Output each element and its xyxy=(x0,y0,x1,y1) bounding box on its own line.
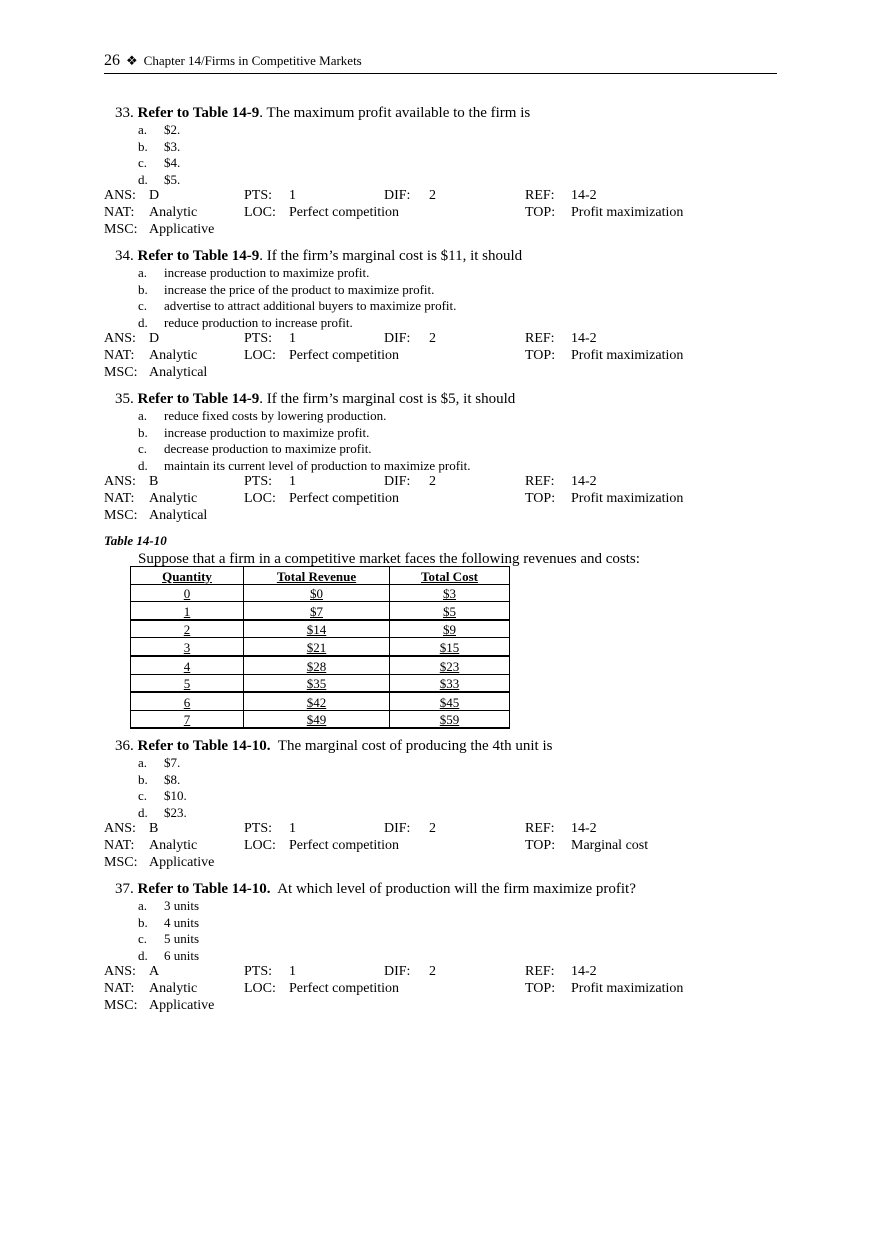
option-b: b. increase the price of the product to maximize profit. xyxy=(138,281,435,297)
answer-value: D xyxy=(149,331,160,347)
option-c: c. advertise to attract additional buyers to maximize profit. xyxy=(138,298,457,314)
revenue-cost-table xyxy=(130,566,510,729)
question-34 xyxy=(104,248,784,381)
option-d: d. $23. xyxy=(138,804,187,820)
table-row: 4 $28 $23 xyxy=(131,656,510,674)
answer-value: B xyxy=(149,474,159,490)
table-row: 6 $42 $45 xyxy=(131,692,510,710)
column-header-total-revenue: Total Revenue xyxy=(244,567,390,585)
option-a: a. reduce fixed costs by lowering production. xyxy=(138,408,387,423)
table-title: Table 14-10 xyxy=(104,533,167,548)
answer-value: A xyxy=(149,964,160,980)
table-row: 3 $21 $15 xyxy=(131,638,510,656)
classification-meta-row: NAT: Analytic LOC: Perfect competition TOP: Profit maximization xyxy=(104,348,684,364)
column-header-total-cost: Total Cost xyxy=(390,567,510,585)
question-number: 33. xyxy=(115,105,134,121)
answer-meta-row: ANS: D PTS: 1 DIF: 2 REF: 14-2 xyxy=(104,188,597,204)
table-row: 0 $0 $3 xyxy=(131,584,510,602)
msc-meta-row: MSC: Analytical xyxy=(104,364,208,380)
column-header-quantity: Quantity xyxy=(131,567,244,585)
question-number: 36. xyxy=(115,738,134,754)
classification-meta-row: NAT: Analytic LOC: Perfect competition TOP: Profit maximization xyxy=(104,491,684,507)
question-text: . The maximum profit available to the firm is xyxy=(259,105,531,121)
question-number: 35. xyxy=(115,391,134,407)
msc-meta-row: MSC: Analytical xyxy=(104,507,208,523)
option-b: b. $8. xyxy=(138,771,181,787)
answer-value: B xyxy=(149,821,159,837)
table-row: 5 $35 $33 xyxy=(131,674,510,692)
question-33 xyxy=(104,105,784,238)
option-a: a. 3 units xyxy=(138,898,200,913)
option-b: b. 4 units xyxy=(138,914,200,930)
question-stem xyxy=(104,105,784,122)
question-number: 37. xyxy=(115,881,134,897)
option-a: a. $7. xyxy=(138,755,181,770)
msc-meta-row: MSC: Applicative xyxy=(104,997,215,1013)
question-36 xyxy=(104,738,784,871)
question-text: . If the firm’s marginal cost is $5, it should xyxy=(259,391,516,407)
option-d: d. reduce production to increase profit. xyxy=(138,314,353,330)
option-d: d. 6 units xyxy=(138,947,200,963)
option-b: b. $3. xyxy=(138,138,181,154)
answer-meta-row: ANS: A PTS: 1 DIF: 2 REF: 14-2 xyxy=(104,964,597,980)
answer-meta-row: ANS: D PTS: 1 DIF: 2 REF: 14-2 xyxy=(104,331,597,347)
question-table-ref: Refer to Table 14-9 xyxy=(137,391,260,407)
question-table-ref: Refer to Table 14-9 xyxy=(137,248,260,264)
table-row: 2 $14 $9 xyxy=(131,620,510,638)
classification-meta-row: NAT: Analytic LOC: Perfect competition TOP: Profit maximization xyxy=(104,205,684,221)
classification-meta-row: NAT: Analytic LOC: Perfect competition TOP: Marginal cost xyxy=(104,838,649,854)
answer-value: D xyxy=(149,188,160,204)
option-a: a. $2. xyxy=(138,122,181,137)
table-header-row xyxy=(131,567,510,585)
option-c: c. decrease production to maximize profit. xyxy=(138,441,372,457)
option-b: b. increase production to maximize profit. xyxy=(138,424,370,440)
chapter-title: Chapter 14/Firms in Competitive Markets xyxy=(143,53,362,68)
answer-meta-row: ANS: B PTS: 1 DIF: 2 REF: 14-2 xyxy=(104,821,597,837)
question-37 xyxy=(104,881,784,1014)
question-stem xyxy=(104,248,784,265)
question-stem xyxy=(104,881,784,898)
msc-meta-row: MSC: Applicative xyxy=(104,854,215,870)
page-header xyxy=(104,52,777,74)
answer-meta-row: ANS: B PTS: 1 DIF: 2 REF: 14-2 xyxy=(104,474,597,490)
option-a: a. increase production to maximize profit. xyxy=(138,265,370,280)
question-table-ref: Refer to Table 14-10. xyxy=(137,738,271,754)
question-table-ref: Refer to Table 14-9 xyxy=(137,105,260,121)
msc-meta-row: MSC: Applicative xyxy=(104,221,215,237)
question-stem xyxy=(104,391,784,408)
question-text: . If the firm’s marginal cost is $11, it should xyxy=(259,248,523,264)
diamond-separator-icon: ❖ xyxy=(126,53,138,68)
classification-meta-row: NAT: Analytic LOC: Perfect competition TOP: Profit maximization xyxy=(104,981,684,997)
option-c: c. 5 units xyxy=(138,931,200,947)
page-number: 26 xyxy=(104,52,120,69)
question-stem xyxy=(104,738,784,755)
question-number: 34. xyxy=(115,248,134,264)
option-c: c. $4. xyxy=(138,155,181,171)
question-table-ref: Refer to Table 14-10. xyxy=(137,881,271,897)
option-c: c. $10. xyxy=(138,788,187,804)
option-d: d. maintain its current level of production to maximize profit. xyxy=(138,457,471,473)
question-text: The marginal cost of producing the 4th unit is xyxy=(270,738,553,754)
table-row: 7 $49 $59 xyxy=(131,710,510,728)
option-d: d. $5. xyxy=(138,171,181,187)
table-row: 1 $7 $5 xyxy=(131,602,510,620)
question-text: At which level of production will the firm maximize profit? xyxy=(270,881,636,897)
question-35 xyxy=(104,391,784,524)
table-intro: Suppose that a firm in a competitive market faces the following revenues and costs: xyxy=(138,551,640,567)
